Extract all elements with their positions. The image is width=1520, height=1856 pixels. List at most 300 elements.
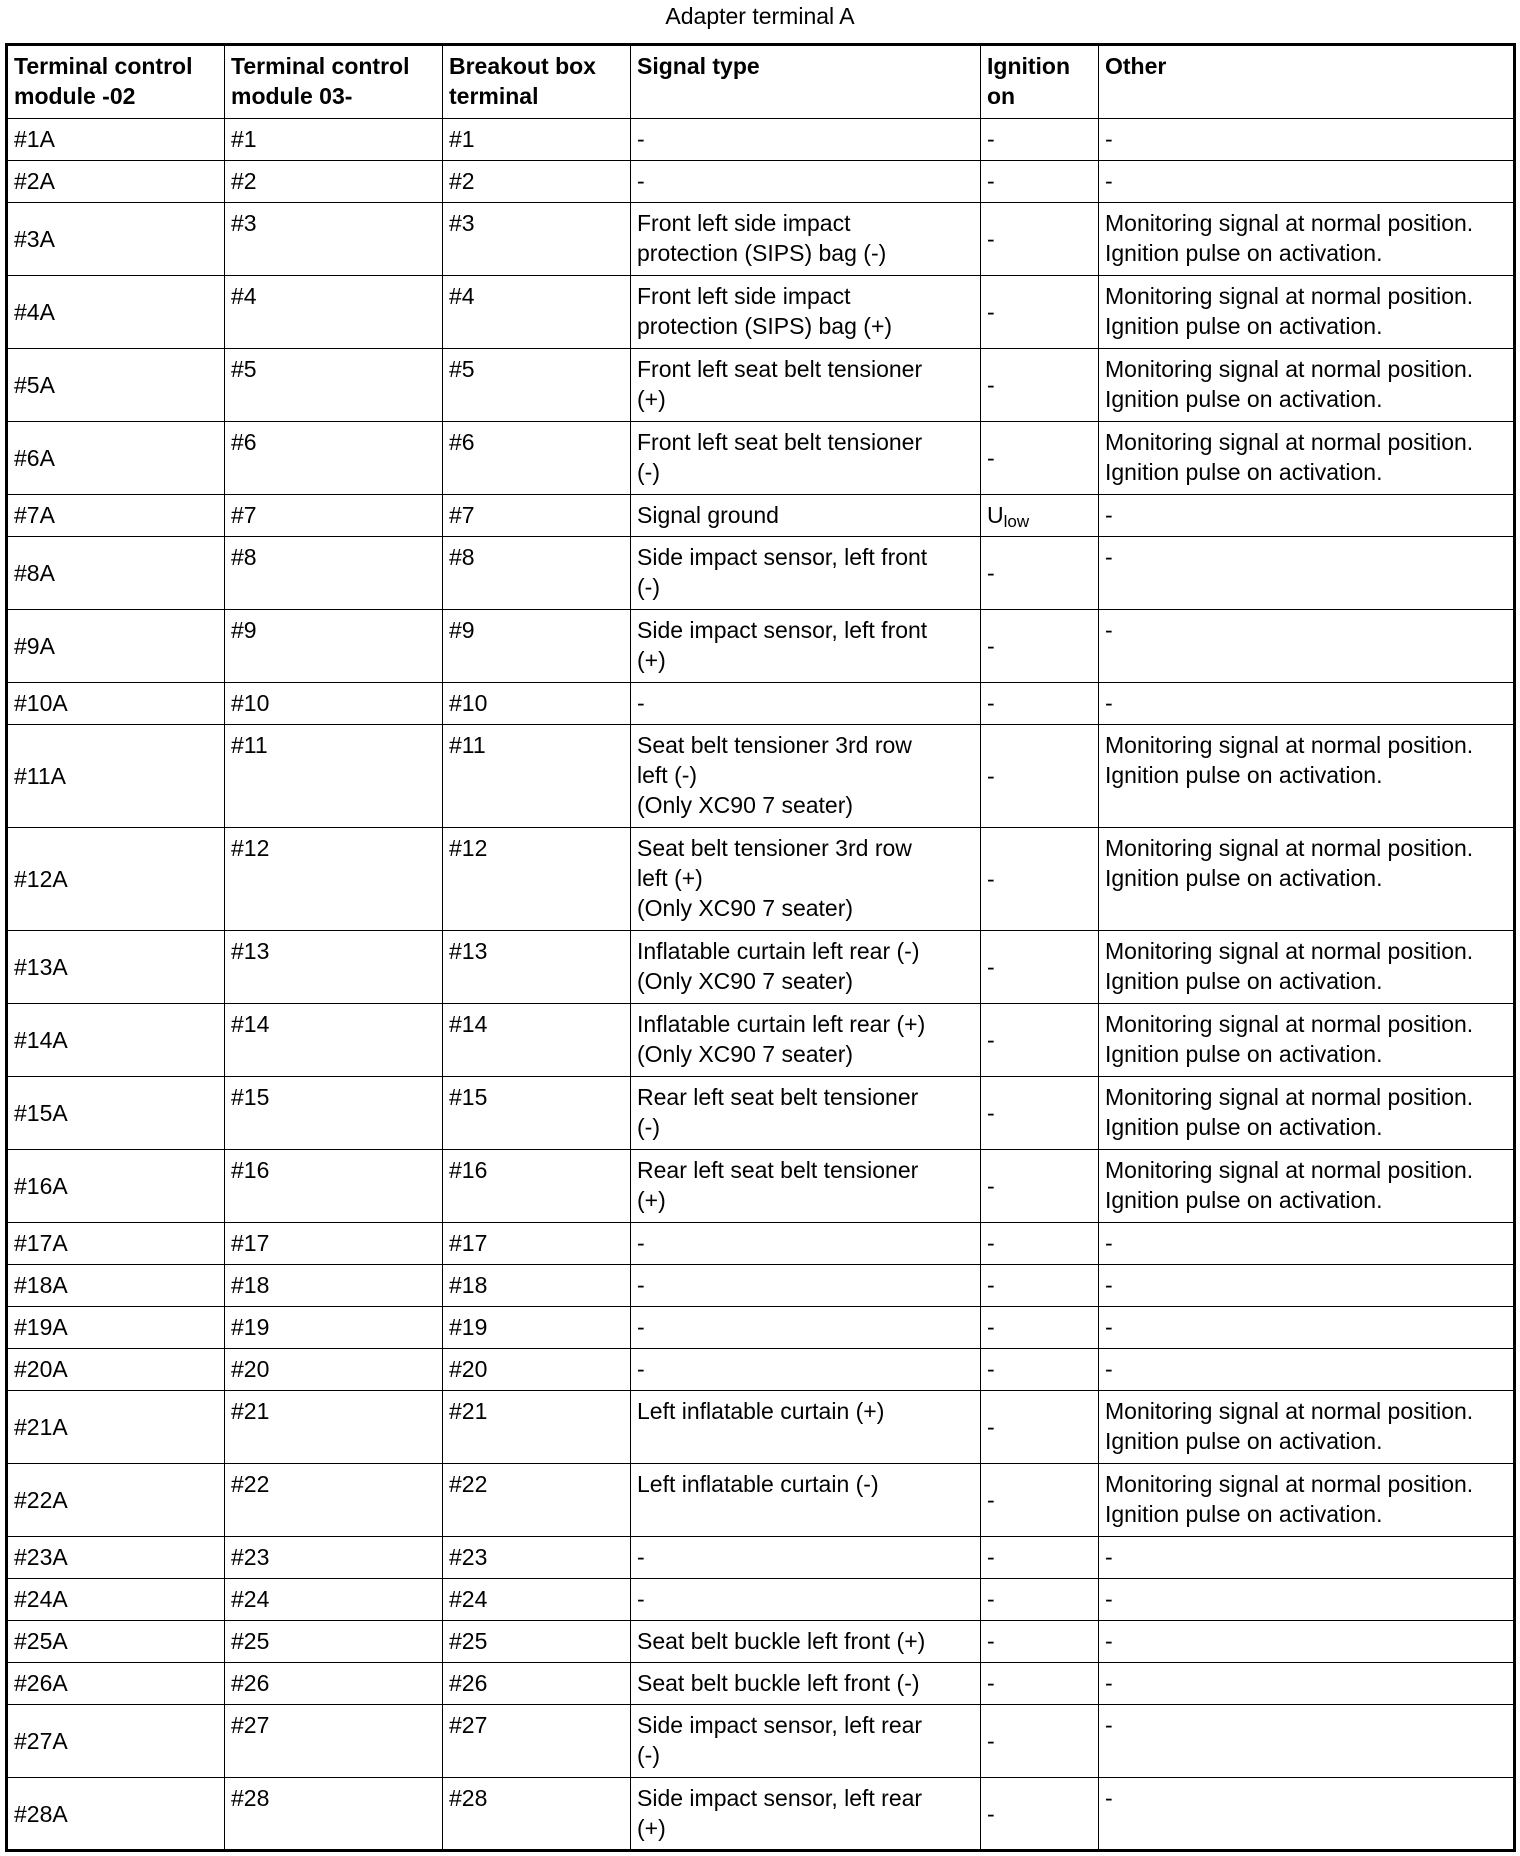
cell-signal-type-text: Inflatable curtain left rear (-) (Only XC90 7 seater) [637, 938, 920, 994]
cell-breakout-text: #15 [449, 1084, 488, 1110]
cell-ignition-text: - [987, 1230, 995, 1256]
cell-signal-type [631, 1663, 981, 1705]
cell-breakout-text: #6 [449, 429, 475, 455]
table-body [7, 119, 1515, 1851]
cell-ignition [981, 1663, 1099, 1705]
cell-ignition [981, 725, 1099, 828]
cell-ignition-text: - [987, 1628, 995, 1654]
cell-other [1099, 1077, 1515, 1150]
cell-signal-type-text: Seat belt buckle left front (-) [637, 1670, 920, 1696]
cell-ignition-text: - [987, 1414, 995, 1440]
table-row [7, 349, 1515, 422]
cell-breakout [443, 349, 631, 422]
cell-other-text: - [1105, 617, 1113, 643]
cell-other-text: Monitoring signal at normal position. Ignition pulse on activation. [1105, 1084, 1474, 1140]
cell-tcm03 [225, 1705, 443, 1778]
cell-tcm03 [225, 349, 443, 422]
cell-other [1099, 349, 1515, 422]
cell-tcm02-text: #14A [14, 1027, 68, 1053]
cell-tcm02 [7, 537, 225, 610]
table-row [7, 1579, 1515, 1621]
cell-tcm03-text: #13 [231, 938, 270, 964]
cell-breakout-text: #14 [449, 1011, 488, 1037]
cell-signal-type-text: Side impact sensor, left front (-) [637, 544, 928, 600]
cell-tcm02-text: #18A [14, 1272, 68, 1298]
cell-tcm02 [7, 1778, 225, 1851]
cell-tcm03 [225, 537, 443, 610]
cell-other [1099, 1464, 1515, 1537]
cell-ignition-text: - [987, 1356, 995, 1382]
table-row [7, 495, 1515, 537]
cell-tcm03-text: #12 [231, 835, 270, 861]
cell-breakout [443, 1004, 631, 1077]
cell-other-text: Monitoring signal at normal position. Ignition pulse on activation. [1105, 938, 1474, 994]
cell-other-text: Monitoring signal at normal position. Ignition pulse on activation. [1105, 283, 1474, 339]
cell-tcm02-text: #15A [14, 1100, 68, 1126]
table-row [7, 161, 1515, 203]
cell-tcm02 [7, 1537, 225, 1579]
cell-other-text: - [1105, 1785, 1113, 1811]
cell-tcm03 [225, 1621, 443, 1663]
cell-tcm02-text: #13A [14, 954, 68, 980]
cell-ignition [981, 1391, 1099, 1464]
cell-other-text: - [1105, 1586, 1113, 1612]
cell-breakout-text: #8 [449, 544, 475, 570]
cell-breakout-text: #3 [449, 210, 475, 236]
cell-ignition [981, 1265, 1099, 1307]
cell-other-text: Monitoring signal at normal position. Ignition pulse on activation. [1105, 1157, 1474, 1213]
cell-signal-type-text: - [637, 168, 645, 194]
cell-signal-type-text: Rear left seat belt tensioner (-) [637, 1084, 919, 1140]
cell-tcm02-text: #19A [14, 1314, 68, 1340]
cell-other [1099, 1579, 1515, 1621]
cell-breakout [443, 1464, 631, 1537]
table-row [7, 276, 1515, 349]
terminal-table [5, 43, 1516, 1852]
cell-ignition [981, 1579, 1099, 1621]
cell-breakout [443, 1223, 631, 1265]
cell-tcm02 [7, 276, 225, 349]
cell-tcm02-text: #17A [14, 1230, 68, 1256]
header-other: Other [1099, 45, 1515, 119]
cell-ignition [981, 495, 1099, 537]
cell-signal-type [631, 1004, 981, 1077]
cell-tcm03 [225, 1464, 443, 1537]
cell-tcm03 [225, 1349, 443, 1391]
table-row [7, 1307, 1515, 1349]
cell-tcm03-text: #22 [231, 1471, 270, 1497]
cell-other [1099, 1265, 1515, 1307]
cell-other-text: - [1105, 168, 1113, 194]
cell-signal-type [631, 610, 981, 683]
cell-tcm03 [225, 725, 443, 828]
cell-tcm02-text: #3A [14, 226, 55, 252]
cell-tcm02 [7, 1077, 225, 1150]
table-row [7, 422, 1515, 495]
cell-ignition [981, 203, 1099, 276]
cell-other [1099, 683, 1515, 725]
cell-tcm03 [225, 1265, 443, 1307]
cell-other [1099, 931, 1515, 1004]
cell-signal-type-text: Side impact sensor, left rear (+) [637, 1785, 923, 1841]
cell-other-text: Monitoring signal at normal position. Ignition pulse on activation. [1105, 429, 1474, 485]
cell-tcm02 [7, 119, 225, 161]
table-row [7, 683, 1515, 725]
cell-ignition-text: - [987, 1272, 995, 1298]
cell-signal-type-text: Seat belt buckle left front (+) [637, 1628, 926, 1654]
cell-breakout-text: #16 [449, 1157, 488, 1183]
cell-signal-type-text: - [637, 1586, 645, 1612]
cell-breakout [443, 203, 631, 276]
cell-signal-type [631, 537, 981, 610]
cell-breakout [443, 725, 631, 828]
cell-tcm03-text: #19 [231, 1314, 270, 1340]
cell-tcm02 [7, 1004, 225, 1077]
cell-signal-type [631, 203, 981, 276]
cell-breakout [443, 119, 631, 161]
cell-tcm03 [225, 495, 443, 537]
cell-breakout-text: #2 [449, 168, 475, 194]
cell-tcm02 [7, 1307, 225, 1349]
cell-tcm03 [225, 203, 443, 276]
cell-signal-type-text: Front left side impact protection (SIPS) bag (+) [637, 283, 893, 339]
cell-ignition [981, 683, 1099, 725]
cell-ignition-text: - [987, 226, 995, 252]
cell-ignition [981, 1004, 1099, 1077]
cell-ignition-text: - [987, 372, 995, 398]
cell-other [1099, 725, 1515, 828]
cell-tcm03 [225, 1307, 443, 1349]
cell-other-text: - [1105, 1544, 1113, 1570]
cell-tcm02-text: #16A [14, 1173, 68, 1199]
cell-other [1099, 1537, 1515, 1579]
header-breakout-box: Breakout box terminal [443, 45, 631, 119]
cell-tcm03-text: #6 [231, 429, 257, 455]
cell-tcm02-text: #27A [14, 1728, 68, 1754]
cell-other-text: Monitoring signal at normal position. Ignition pulse on activation. [1105, 732, 1474, 788]
cell-ignition [981, 931, 1099, 1004]
cell-tcm03-text: #16 [231, 1157, 270, 1183]
cell-breakout-text: #7 [449, 502, 475, 528]
cell-tcm02 [7, 203, 225, 276]
cell-tcm03 [225, 1150, 443, 1223]
cell-breakout [443, 1077, 631, 1150]
cell-ignition-text: - [987, 763, 995, 789]
table-row [7, 1705, 1515, 1778]
table-row [7, 931, 1515, 1004]
cell-ignition [981, 1307, 1099, 1349]
cell-ignition-text: - [987, 866, 995, 892]
cell-ignition-text: - [987, 954, 995, 980]
cell-tcm03 [225, 1579, 443, 1621]
cell-signal-type-text: Inflatable curtain left rear (+) (Only XC90 7 seater) [637, 1011, 926, 1067]
cell-tcm02 [7, 1265, 225, 1307]
cell-ignition-text: - [987, 1800, 995, 1827]
cell-tcm02 [7, 1349, 225, 1391]
cell-tcm03-text: #5 [231, 356, 257, 382]
cell-signal-type-text: Seat belt tensioner 3rd row left (+) (Only XC90 7 seater) [637, 835, 912, 921]
cell-ignition-text: - [987, 299, 995, 325]
cell-tcm02-text: #5A [14, 372, 55, 398]
cell-ignition-text: - [987, 1314, 995, 1340]
cell-other [1099, 276, 1515, 349]
cell-signal-type-text: Front left seat belt tensioner (+) [637, 356, 923, 412]
terminal-table-wrapper [5, 43, 1513, 1852]
table-row [7, 1663, 1515, 1705]
cell-signal-type [631, 349, 981, 422]
cell-breakout [443, 1150, 631, 1223]
cell-other [1099, 422, 1515, 495]
cell-breakout [443, 537, 631, 610]
cell-other-text: - [1105, 544, 1113, 570]
cell-tcm02-text: #11A [14, 763, 67, 789]
cell-breakout-text: #4 [449, 283, 475, 309]
cell-tcm02-text: #6A [14, 445, 55, 471]
table-row [7, 1537, 1515, 1579]
cell-tcm02 [7, 422, 225, 495]
cell-other [1099, 161, 1515, 203]
cell-breakout [443, 1579, 631, 1621]
cell-signal-type [631, 161, 981, 203]
cell-ignition-text: - [987, 445, 995, 471]
cell-tcm03-text: #14 [231, 1011, 270, 1037]
cell-other-text: - [1105, 1314, 1113, 1340]
cell-ignition-text: - [987, 1487, 995, 1513]
cell-ignition-text: - [987, 1027, 995, 1053]
cell-breakout-text: #23 [449, 1544, 488, 1570]
cell-signal-type-text: Signal ground [637, 502, 779, 528]
cell-ignition-text: - [987, 1728, 995, 1754]
cell-breakout-text: #21 [449, 1398, 488, 1424]
cell-signal-type [631, 828, 981, 931]
cell-breakout [443, 1705, 631, 1778]
cell-signal-type [631, 1307, 981, 1349]
cell-tcm02-text: #28A [14, 1800, 68, 1827]
cell-breakout-text: #1 [449, 126, 475, 152]
cell-breakout-text: #25 [449, 1628, 488, 1654]
cell-breakout-text: #22 [449, 1471, 488, 1497]
cell-breakout-text: #10 [449, 690, 488, 716]
cell-other-text: - [1105, 1356, 1113, 1382]
cell-ignition-text: - [987, 1544, 995, 1570]
cell-other-text: Monitoring signal at normal position. Ignition pulse on activation. [1105, 1471, 1474, 1527]
cell-other-text: Monitoring signal at normal position. Ignition pulse on activation. [1105, 210, 1474, 266]
cell-breakout [443, 1265, 631, 1307]
cell-breakout [443, 1537, 631, 1579]
cell-other [1099, 495, 1515, 537]
cell-tcm02-text: #12A [14, 866, 68, 892]
cell-tcm03-text: #10 [231, 690, 270, 716]
cell-ignition [981, 422, 1099, 495]
cell-breakout [443, 1663, 631, 1705]
cell-other [1099, 1663, 1515, 1705]
cell-ignition-text: - [987, 1670, 995, 1696]
cell-breakout [443, 931, 631, 1004]
cell-ignition-text: - [987, 1173, 995, 1199]
cell-ignition [981, 1464, 1099, 1537]
cell-breakout-text: #18 [449, 1272, 488, 1298]
cell-ignition [981, 119, 1099, 161]
cell-other [1099, 1778, 1515, 1851]
cell-tcm03 [225, 683, 443, 725]
cell-tcm03-text: #20 [231, 1356, 270, 1382]
cell-signal-type [631, 1778, 981, 1851]
cell-signal-type [631, 1349, 981, 1391]
table-row [7, 725, 1515, 828]
cell-ignition-text: - [987, 633, 995, 659]
cell-tcm02-text: #26A [14, 1670, 68, 1696]
cell-other [1099, 1307, 1515, 1349]
cell-tcm03-text: #2 [231, 168, 257, 194]
cell-signal-type [631, 1223, 981, 1265]
cell-tcm02-text: #23A [14, 1544, 68, 1570]
cell-ignition [981, 349, 1099, 422]
cell-breakout-text: #24 [449, 1586, 488, 1612]
cell-tcm02-text: #8A [14, 560, 55, 586]
cell-tcm03-text: #25 [231, 1628, 270, 1654]
cell-tcm02 [7, 1150, 225, 1223]
cell-other-text: Monitoring signal at normal position. Ignition pulse on activation. [1105, 1398, 1474, 1454]
cell-ignition [981, 537, 1099, 610]
cell-signal-type [631, 422, 981, 495]
cell-tcm03 [225, 1663, 443, 1705]
cell-ignition-text: - [987, 560, 995, 586]
cell-other-text: - [1105, 1670, 1113, 1696]
cell-tcm03-text: #21 [231, 1398, 270, 1424]
cell-tcm02 [7, 1391, 225, 1464]
cell-ignition-text: - [987, 168, 995, 194]
cell-tcm02 [7, 1579, 225, 1621]
cell-tcm03-text: #8 [231, 544, 257, 570]
cell-tcm03-text: #26 [231, 1670, 270, 1696]
cell-other-text: - [1105, 502, 1113, 528]
cell-tcm03-text: #27 [231, 1712, 270, 1738]
cell-breakout-text: #28 [449, 1785, 488, 1811]
cell-breakout [443, 422, 631, 495]
table-row [7, 1150, 1515, 1223]
cell-tcm02-text: #2A [14, 168, 55, 194]
cell-tcm03 [225, 119, 443, 161]
cell-tcm02 [7, 725, 225, 828]
cell-signal-type-text: - [637, 1230, 645, 1256]
cell-other [1099, 1150, 1515, 1223]
cell-signal-type [631, 1464, 981, 1537]
cell-other [1099, 1349, 1515, 1391]
cell-signal-type-text: Rear left seat belt tensioner (+) [637, 1157, 919, 1213]
cell-other [1099, 1391, 1515, 1464]
cell-tcm03-text: #11 [231, 732, 268, 758]
cell-tcm02 [7, 1464, 225, 1537]
cell-tcm03-text: #15 [231, 1084, 270, 1110]
cell-ignition [981, 1077, 1099, 1150]
header-signal-type: Signal type [631, 45, 981, 119]
table-row [7, 1349, 1515, 1391]
cell-signal-type-text: - [637, 126, 645, 152]
cell-tcm02 [7, 1621, 225, 1663]
cell-breakout [443, 276, 631, 349]
cell-tcm02 [7, 1663, 225, 1705]
cell-other-text: - [1105, 126, 1113, 152]
cell-signal-type [631, 931, 981, 1004]
cell-tcm02-text: #24A [14, 1586, 68, 1612]
cell-tcm03-text: #4 [231, 283, 257, 309]
table-row [7, 1464, 1515, 1537]
header-ignition-on: Ignition on [981, 45, 1099, 119]
header-row [7, 45, 1515, 119]
table-row [7, 203, 1515, 276]
cell-breakout [443, 828, 631, 931]
table-row [7, 537, 1515, 610]
cell-signal-type-text: - [637, 1272, 645, 1298]
cell-ignition-text: - [987, 690, 995, 716]
cell-breakout-text: #11 [449, 732, 486, 758]
header-tcm03: Terminal control module 03- [225, 45, 443, 119]
cell-tcm02-text: #21A [14, 1414, 68, 1440]
cell-other-text: Monitoring signal at normal position. Ignition pulse on activation. [1105, 835, 1474, 891]
cell-signal-type [631, 1705, 981, 1778]
cell-breakout-text: #26 [449, 1670, 488, 1696]
cell-signal-type-text: Front left side impact protection (SIPS) bag (-) [637, 210, 887, 266]
cell-other-text: - [1105, 1230, 1113, 1256]
cell-other-text: - [1105, 1628, 1113, 1654]
cell-tcm02-text: #25A [14, 1628, 68, 1654]
cell-ignition-subscript: low [1003, 512, 1030, 531]
cell-other [1099, 537, 1515, 610]
header-tcm02: Terminal control module -02 [7, 45, 225, 119]
cell-tcm02-text: #1A [14, 126, 55, 152]
cell-other [1099, 1004, 1515, 1077]
table-row [7, 1077, 1515, 1150]
cell-signal-type-text: Left inflatable curtain (-) [637, 1471, 879, 1497]
cell-other-text: Monitoring signal at normal position. Ignition pulse on activation. [1105, 1011, 1474, 1067]
table-row [7, 1004, 1515, 1077]
cell-signal-type [631, 1537, 981, 1579]
cell-tcm03-text: #24 [231, 1586, 270, 1612]
cell-signal-type [631, 683, 981, 725]
cell-breakout [443, 1307, 631, 1349]
cell-tcm03 [225, 1223, 443, 1265]
cell-signal-type-text: Left inflatable curtain (+) [637, 1398, 885, 1424]
cell-tcm02 [7, 1705, 225, 1778]
cell-tcm03 [225, 422, 443, 495]
cell-other-text: Monitoring signal at normal position. Ignition pulse on activation. [1105, 356, 1474, 412]
cell-breakout-text: #20 [449, 1356, 488, 1382]
cell-tcm03 [225, 1004, 443, 1077]
cell-other-text: - [1105, 1712, 1113, 1738]
cell-other-text: - [1105, 1272, 1113, 1298]
cell-tcm03-text: #3 [231, 210, 257, 236]
cell-tcm03 [225, 1778, 443, 1851]
cell-ignition [981, 276, 1099, 349]
cell-other [1099, 119, 1515, 161]
cell-tcm03-text: #18 [231, 1272, 270, 1298]
cell-tcm03 [225, 1391, 443, 1464]
table-row [7, 1391, 1515, 1464]
cell-ignition-text: - [987, 1100, 995, 1126]
cell-signal-type [631, 1265, 981, 1307]
cell-tcm03 [225, 276, 443, 349]
cell-ignition [981, 1621, 1099, 1663]
cell-ignition [981, 1778, 1099, 1851]
cell-ignition [981, 610, 1099, 683]
cell-breakout [443, 683, 631, 725]
cell-tcm03-text: #7 [231, 502, 257, 528]
cell-breakout [443, 495, 631, 537]
cell-tcm02-text: #10A [14, 690, 68, 716]
cell-tcm03 [225, 610, 443, 683]
cell-breakout-text: #12 [449, 835, 488, 861]
cell-breakout-text: #27 [449, 1712, 488, 1738]
